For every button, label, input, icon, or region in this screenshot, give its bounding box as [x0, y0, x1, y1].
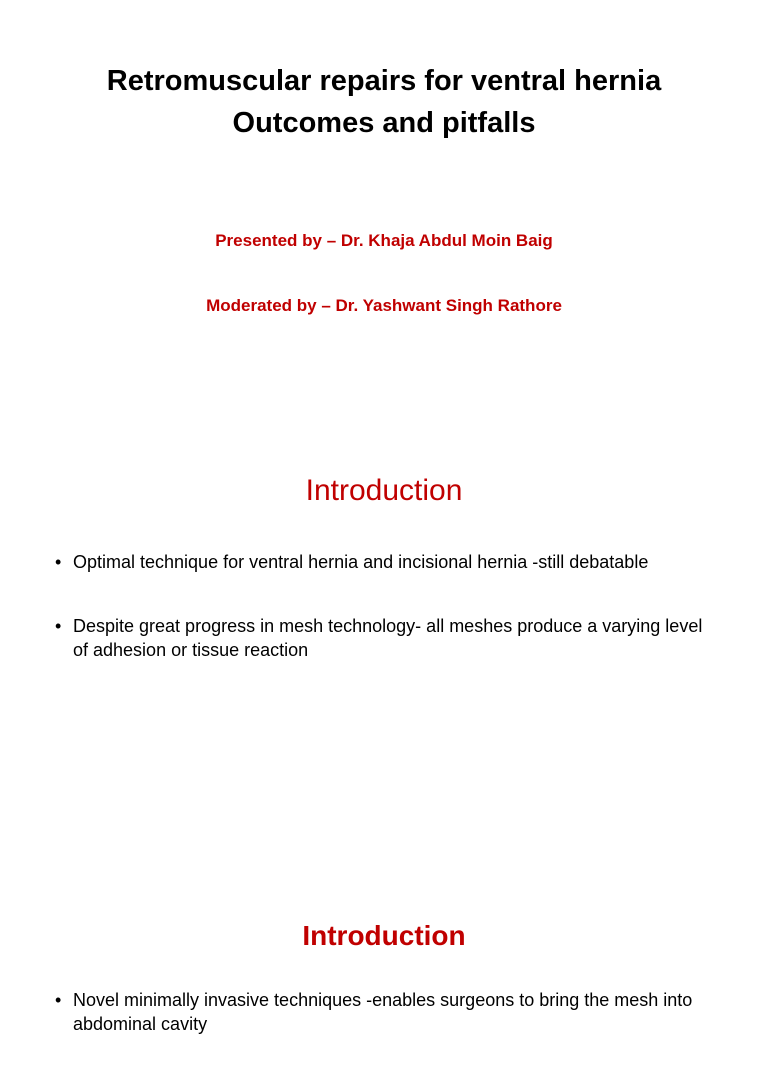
list-item	[55, 988, 715, 1036]
bullet-text: Optimal technique for ventral hernia and incisional hernia -still debatable	[73, 552, 649, 572]
slide-heading: Introduction	[302, 920, 466, 951]
moderator-credit: Moderated by – Dr. Yashwant Singh Rathore	[206, 296, 562, 315]
title-line-2: Outcomes and pitfalls	[232, 107, 536, 139]
list-item	[55, 614, 715, 662]
title-slide	[0, 0, 768, 420]
slide-title	[0, 60, 768, 144]
introduction-slide-bold	[0, 880, 768, 1034]
bullet-icon: •	[55, 552, 62, 572]
introduction-slide	[0, 440, 768, 870]
slide-heading: Introduction	[305, 474, 463, 507]
bullet-icon: •	[55, 616, 62, 636]
bullet-text: Novel minimally invasive techniques -enables surgeons to bring the mesh into abdominal cavity	[73, 990, 693, 1034]
bullet-icon: •	[55, 990, 62, 1010]
bullet-text: Despite great progress in mesh technology- all meshes produce a varying level of adhesion or tissue reaction	[73, 616, 703, 660]
list-item	[55, 550, 715, 574]
presenter-credit: Presented by – Dr. Khaja Abdul Moin Baig	[215, 231, 553, 250]
title-line-1: Retromuscular repairs for ventral hernia	[106, 65, 662, 97]
bullet-list	[55, 988, 715, 1076]
bullet-list	[55, 550, 715, 702]
